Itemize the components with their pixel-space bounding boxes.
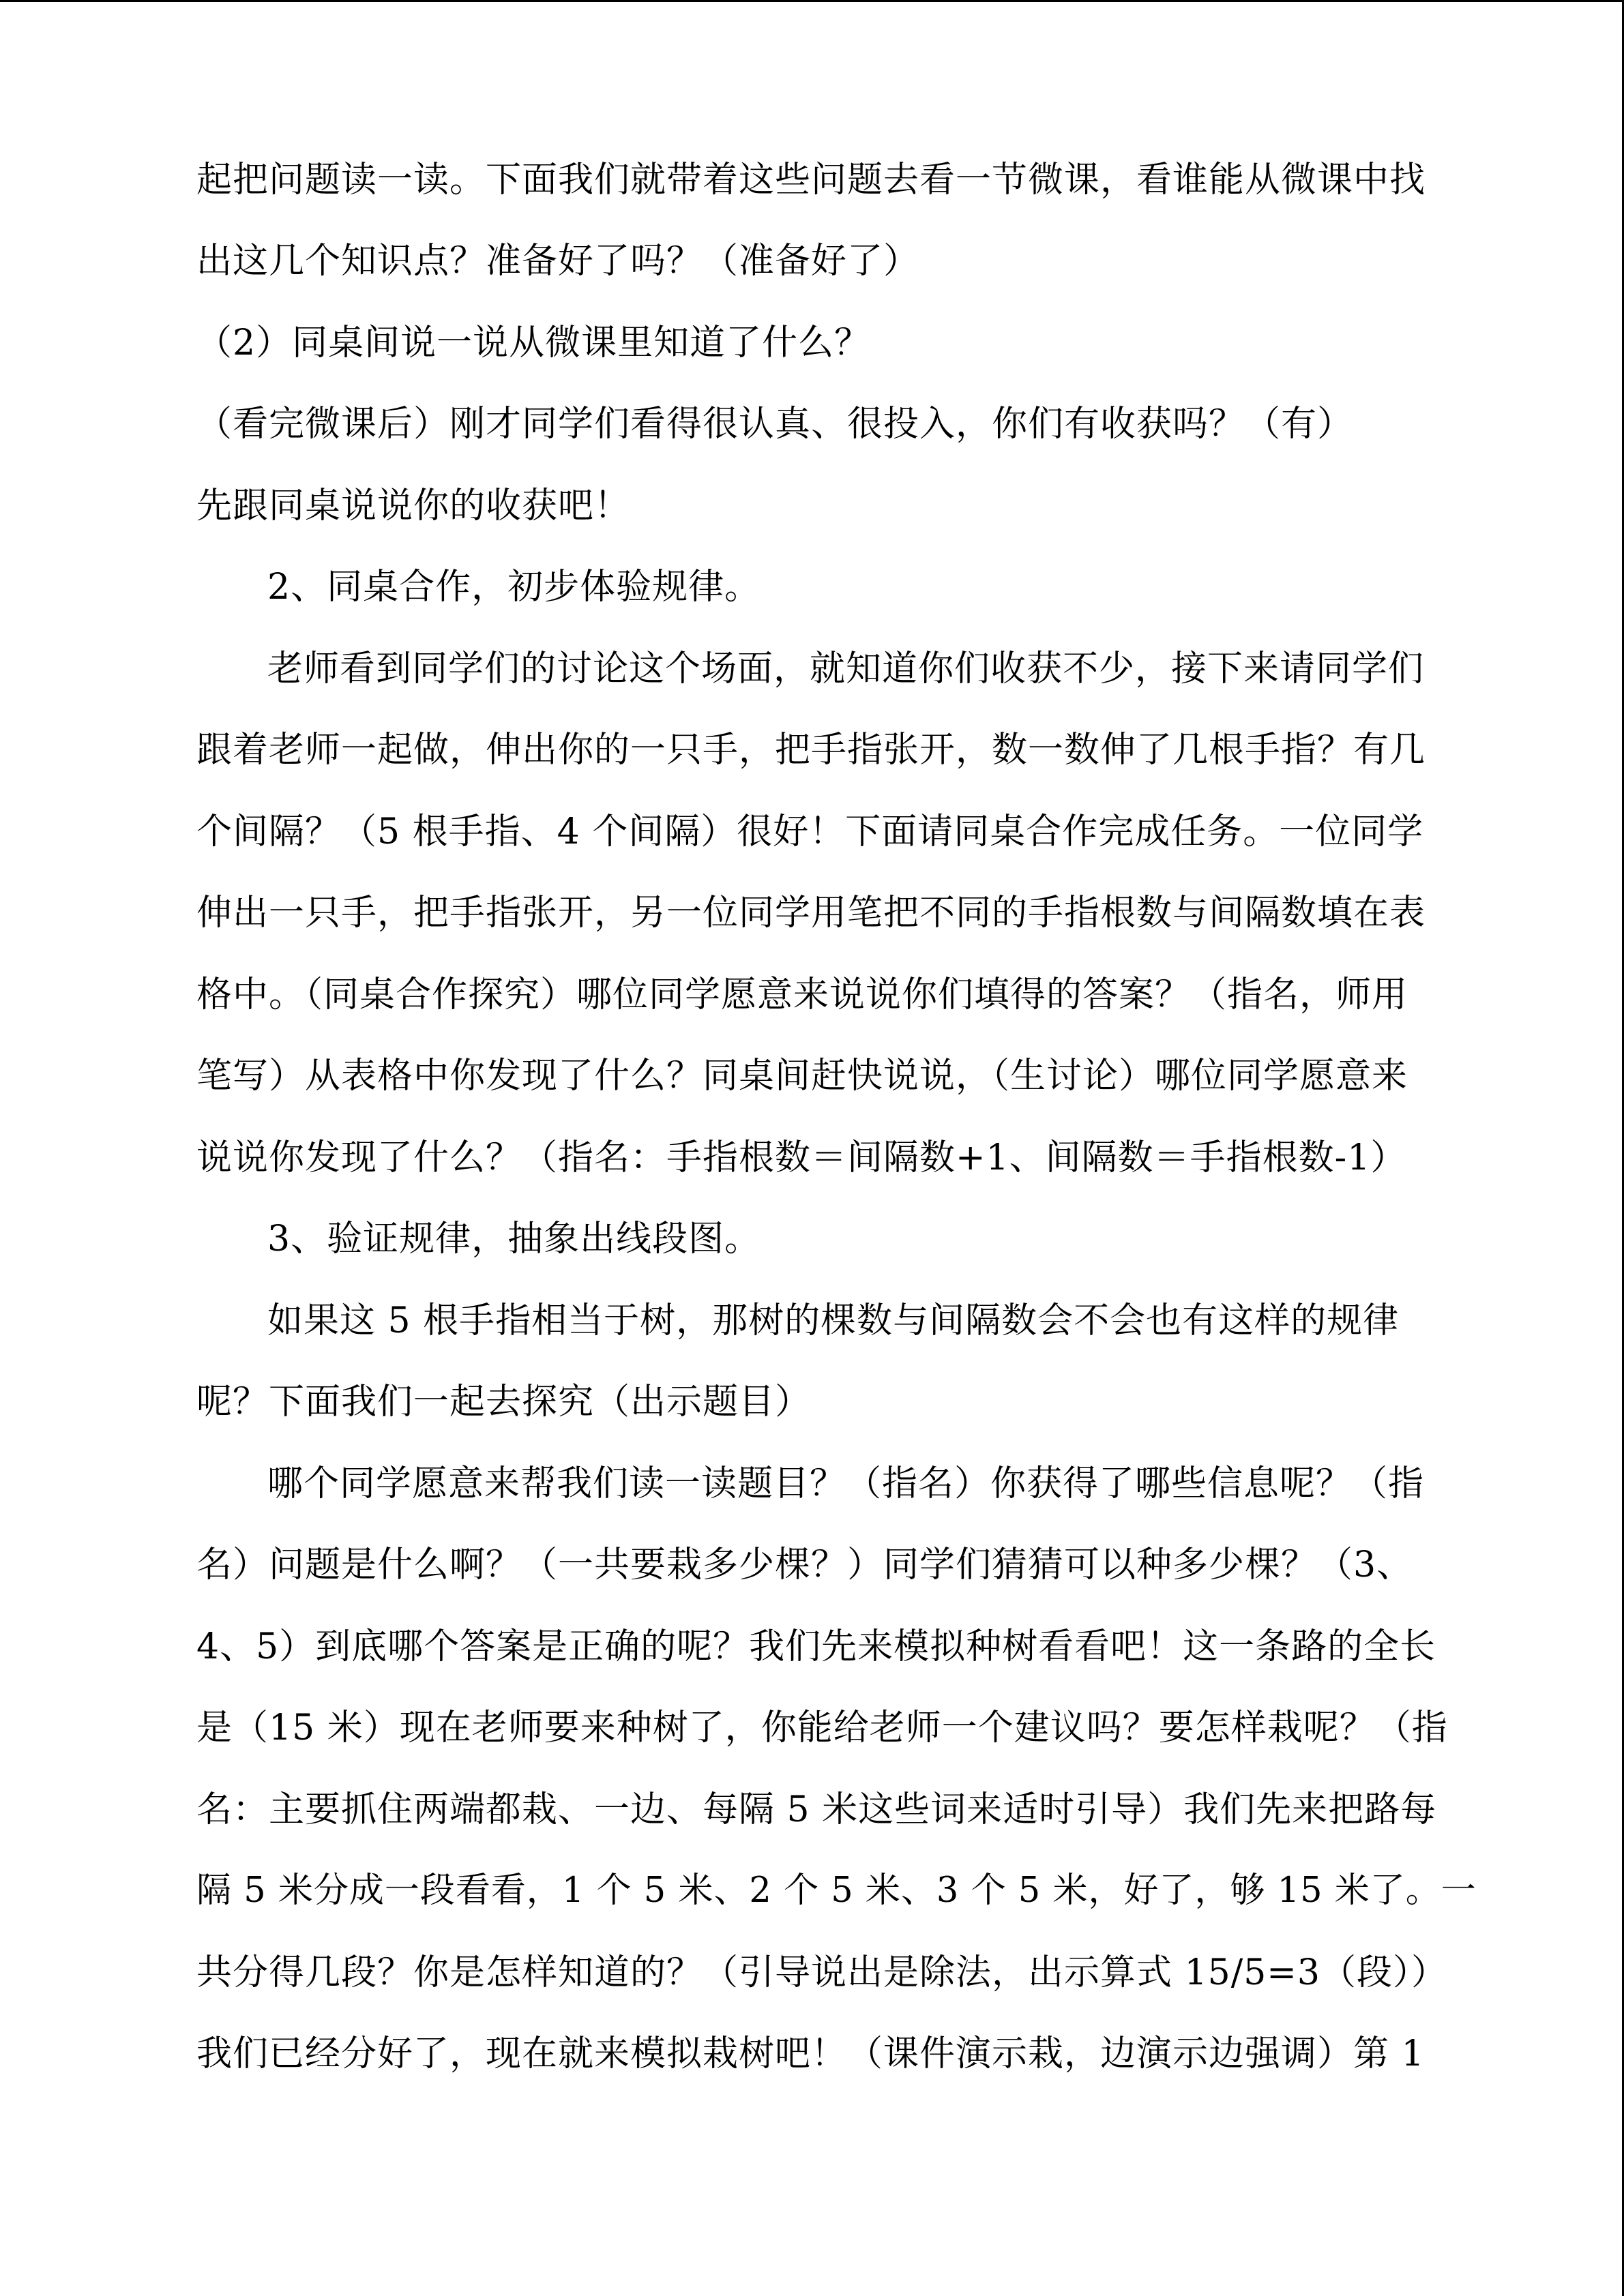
text-line-22: 隔 5 米分成一段看看，1 个 5 米、2 个 5 米、3 个 5 米，好了，够 15 米了。一 xyxy=(196,1870,1477,1911)
text-line-2: 出这几个知识点？准备好了吗？（准备好了） xyxy=(196,241,920,282)
text-line-11: 格中。（同桌合作探究）哪位同学愿意来说说你们填得的答案？（指名，师用 xyxy=(196,974,1408,1015)
text-line-8: 跟着老师一起做，伸出你的一只手，把手指张开，数一数伸了几根手指？有几 xyxy=(196,730,1426,771)
text-line-7: 老师看到同学们的讨论这个场面，就知道你们收获不少，接下来请同学们 xyxy=(267,648,1425,689)
text-line-21: 名：主要抓住两端都栽、一边、每隔 5 米这些词来适时引导）我们先来把路每 xyxy=(196,1789,1437,1830)
text-line-18: 名）问题是什么啊？（一共要栽多少棵？）同学们猜猜可以种多少棵？（3、 xyxy=(196,1545,1413,1585)
text-line-19: 4、5）到底哪个答案是正确的呢？我们先来模拟种树看看吧！这一条路的全长 xyxy=(196,1626,1436,1667)
document-page xyxy=(196,153,1492,2198)
text-line-1: 起把问题读一读。下面我们就带着这些问题去看一节微课，看谁能从微课中找 xyxy=(196,160,1426,200)
text-line-20: 是（15 米）现在老师要来种树了，你能给老师一个建议吗？要怎样栽呢？（指 xyxy=(196,1708,1448,1748)
text-line-14: 3、验证规律，抽象出线段图。 xyxy=(267,1219,761,1259)
text-line-15: 如果这 5 根手指相当于树，那树的棵数与间隔数会不会也有这样的规律 xyxy=(267,1300,1400,1341)
text-line-12: 笔写）从表格中你发现了什么？同桌间赶快说说，（生讨论）哪位同学愿意来 xyxy=(196,1056,1408,1097)
text-line-10: 伸出一只手，把手指张开，另一位同学用笔把不同的手指根数与间隔数填在表 xyxy=(196,893,1426,934)
text-line-17: 哪个同学愿意来帮我们读一读题目？（指名）你获得了哪些信息呢？（指 xyxy=(267,1463,1425,1504)
text-line-24: 我们已经分好了，现在就来模拟栽树吧！（课件演示栽，边演示边强调）第 1 xyxy=(196,2033,1425,2074)
text-line-4: （看完微课后）刚才同学们看得很认真、很投入，你们有收获吗？（有） xyxy=(196,404,1354,445)
text-line-16: 呢？下面我们一起去探究（出示题目） xyxy=(196,1382,812,1422)
text-line-6: 2、同桌合作，初步体验规律。 xyxy=(267,567,761,608)
text-line-13: 说说你发现了什么？（指名：手指根数＝间隔数+1、间隔数＝手指根数-1） xyxy=(196,1137,1407,1178)
text-line-9: 个间隔？（5 根手指、4 个间隔）很好！下面请同桌合作完成任务。一位同学 xyxy=(196,811,1424,852)
text-line-23: 共分得几段？你是怎样知道的？（引导说出是除法，出示算式 15/5=3（段）） xyxy=(196,1952,1447,1993)
page-top-border xyxy=(0,0,1624,2)
text-line-3: （2）同桌间说一说从微课里知道了什么？ xyxy=(196,323,871,363)
text-line-5: 先跟同桌说说你的收获吧！ xyxy=(196,486,631,526)
